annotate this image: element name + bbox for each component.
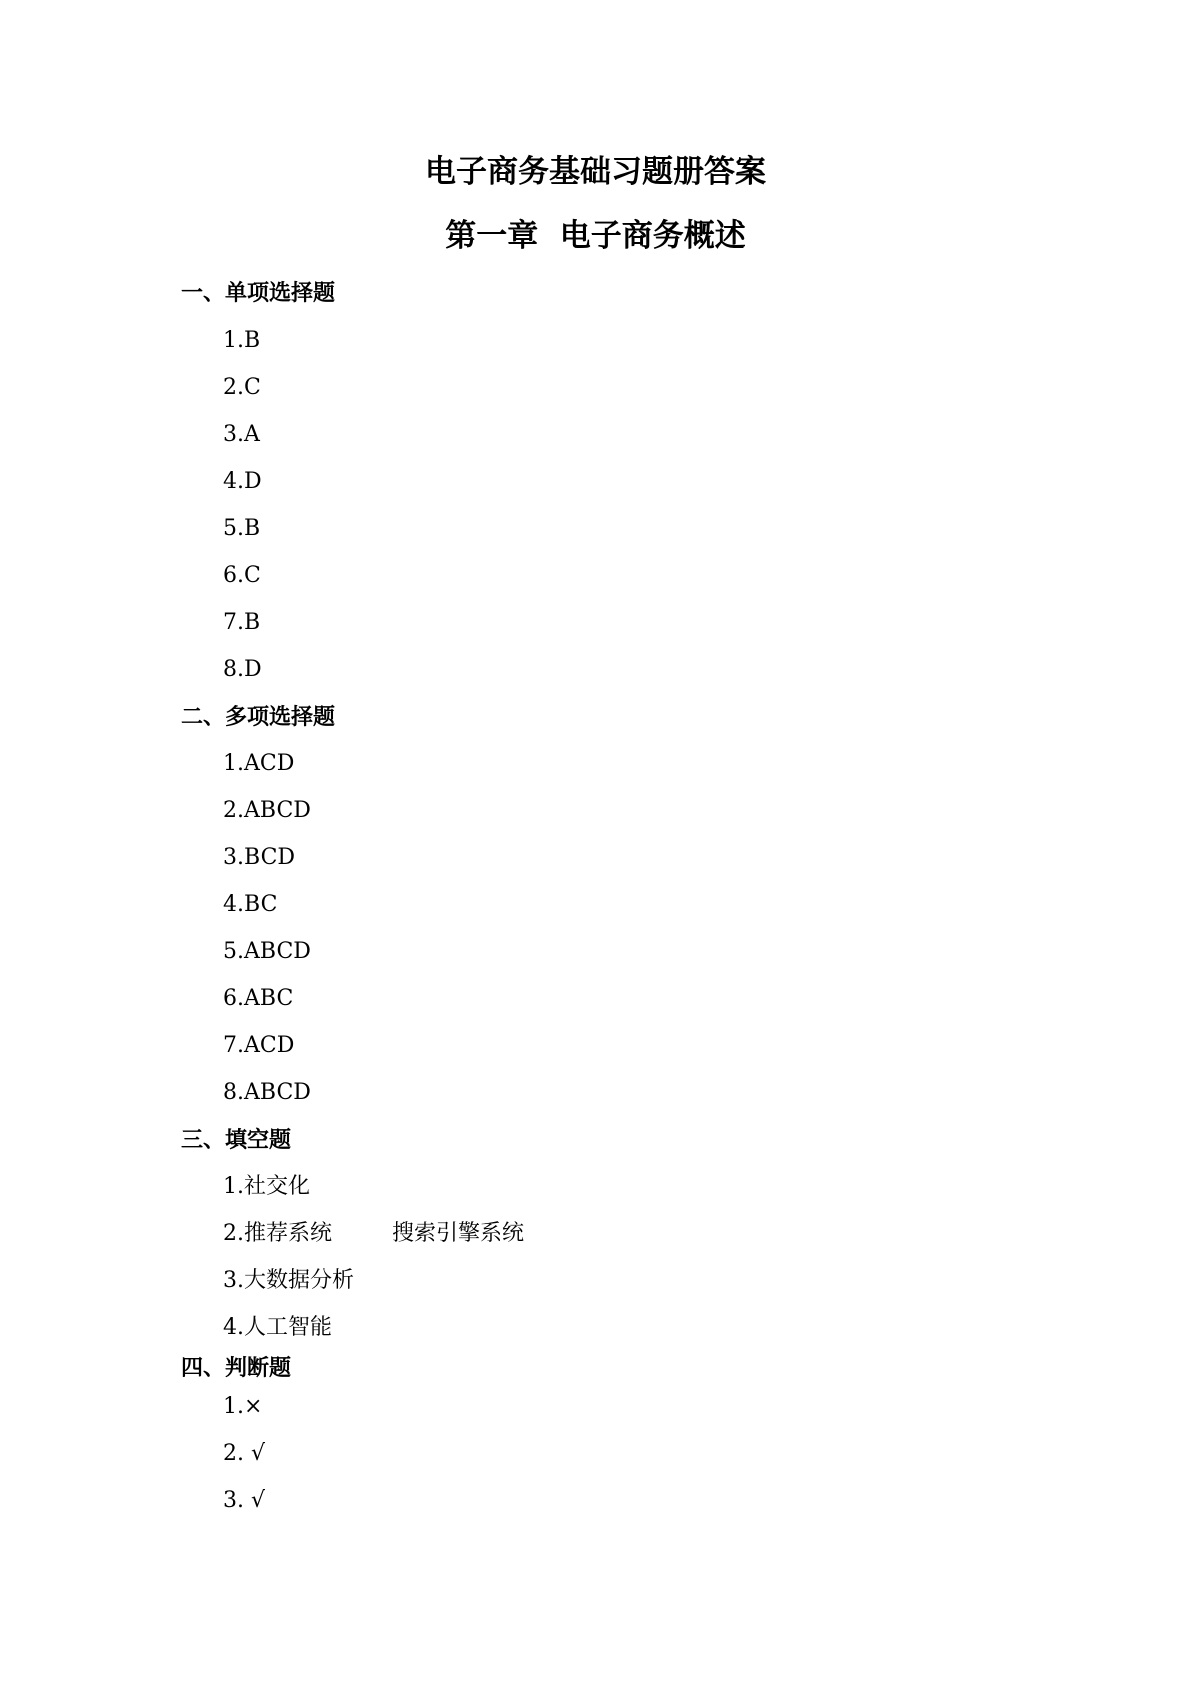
answer-item: 3.A [223,422,260,447]
answer-item: 3. √ [223,1488,266,1513]
document-title: 电子商务基础习题册答案 [425,154,766,190]
chapter-title: 第一章 电子商务概述 [445,218,746,254]
answer-item: 8.D [223,657,262,682]
answer-item: 2.C [223,375,261,400]
answer-item-part: 2.推荐系统 [223,1221,332,1246]
answer-item: 1.× [223,1394,263,1419]
answer-item: 4.D [223,469,262,494]
answer-item: 5.ABCD [223,939,311,964]
answer-item: 4.BC [223,892,278,917]
answer-item: 2.ABCD [223,798,311,823]
answer-item: 1.社交化 [223,1174,310,1199]
answer-item: 2. √ [223,1441,266,1466]
answer-item: 7.B [223,610,261,635]
answer-item: 7.ACD [223,1033,295,1058]
section-heading-true-false: 四、判断题 [181,1355,292,1381]
section-heading-single-choice: 一、单项选择题 [181,280,336,306]
section-heading-fill-in-blank: 三、填空题 [181,1127,292,1153]
answer-item: 4.人工智能 [223,1315,332,1340]
answer-item: 6.ABC [223,986,294,1011]
section-heading-multiple-choice: 二、多项选择题 [181,704,336,730]
answer-item: 1.B [223,328,261,353]
answer-item: 8.ABCD [223,1080,311,1105]
answer-item: 3.BCD [223,845,296,870]
answer-item: 3.大数据分析 [223,1268,354,1293]
answer-item: 6.C [223,563,261,588]
answer-item: 5.B [223,516,261,541]
answer-item [223,1219,524,1249]
answer-item-part: 搜索引擎系统 [392,1221,525,1246]
answer-item: 1.ACD [223,751,295,776]
